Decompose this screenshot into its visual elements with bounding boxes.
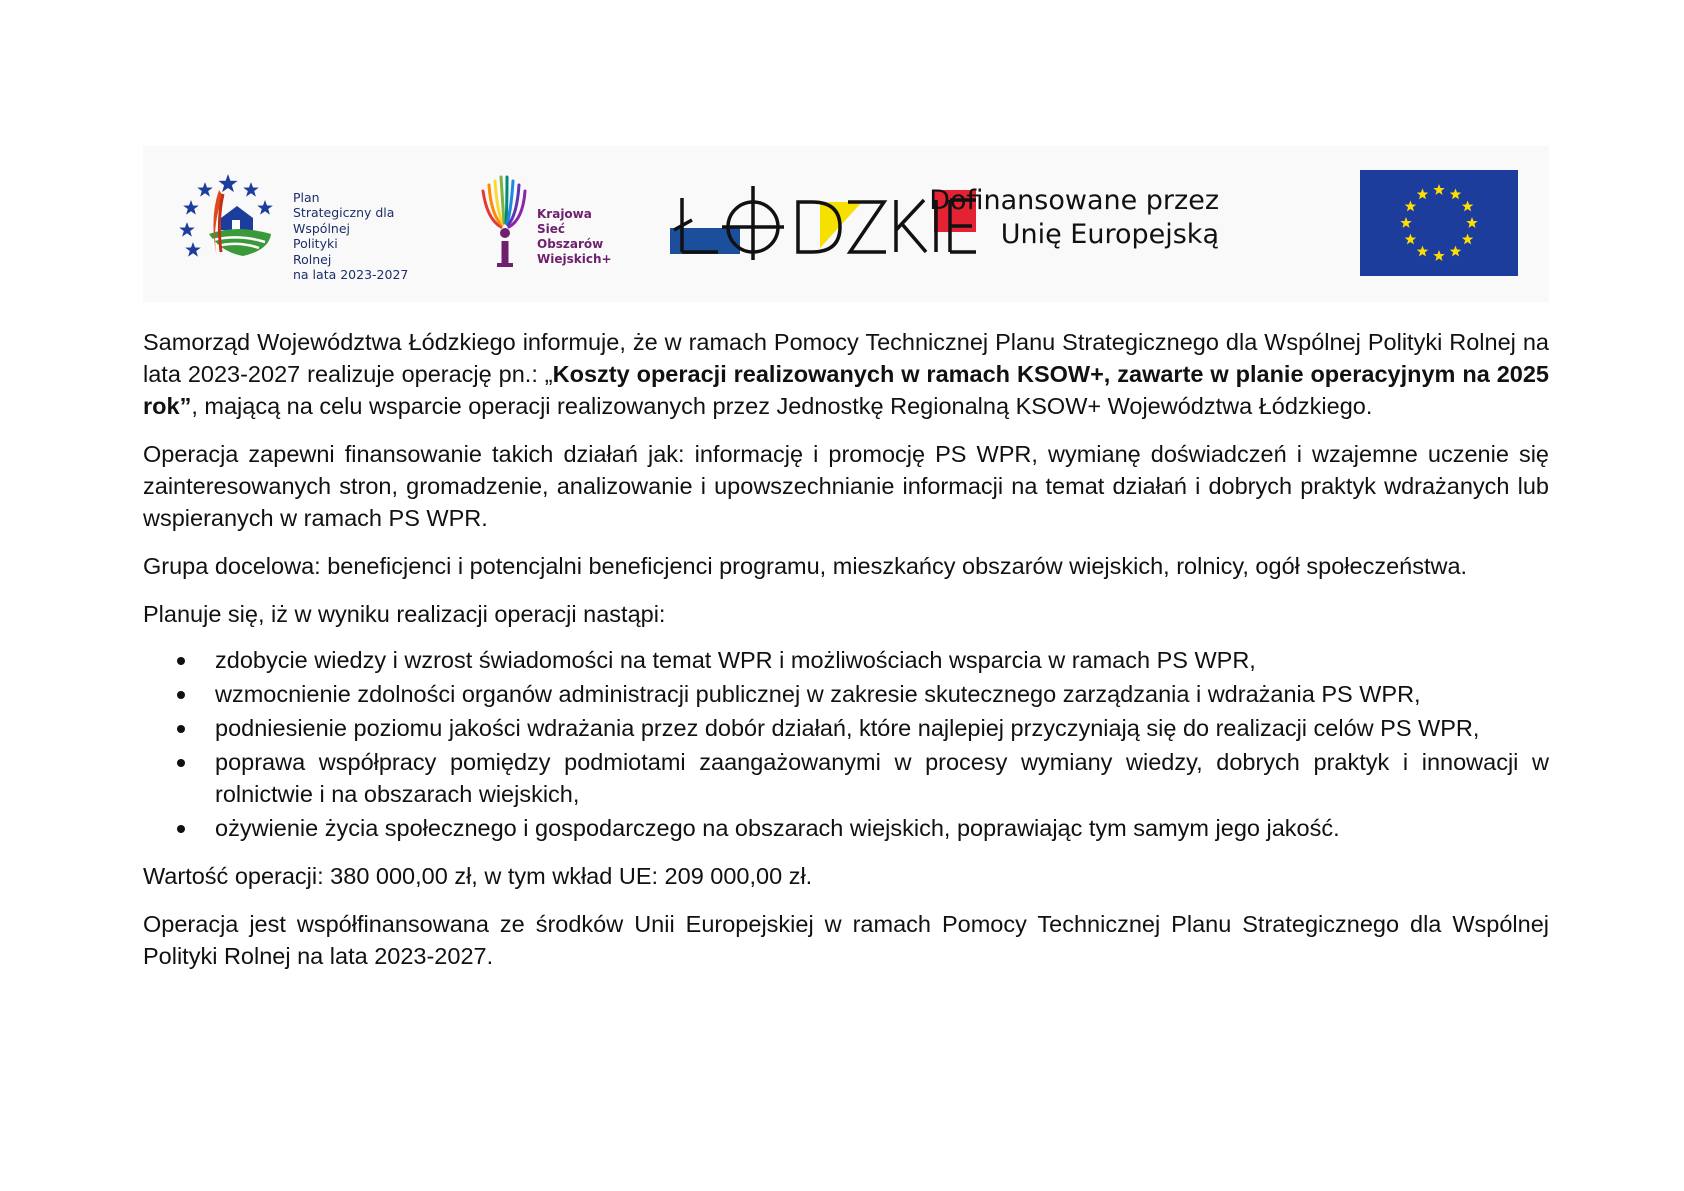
- list-item: [143, 746, 1549, 810]
- bullet-icon: [177, 759, 185, 767]
- list-item-text: wzmocnienie zdolności organów administracji publicznej w zakresie skutecznego zarządzania i wdrażania PS WPR,: [215, 681, 1421, 707]
- cofinancing-paragraph: Operacja jest współfinansowana ze środków Unii Europejskiej w ramach Pomocy Technicznej Planu Strategicznego dla Wspólnej Polityki Rolnej na lata 2023-2027.: [143, 911, 1549, 969]
- operation-paragraph: Operacja zapewni finansowanie takich działań jak: informację i promocję PS WPR, wymianę doświadczeń i wzajemne uczenie się zainteresowanych stron, gromadzenie, analizowanie i upowszechnianie informacji na temat działań i dobrych praktyk wdrażanych lub wspieranych w ramach PS WPR.: [143, 441, 1549, 531]
- list-item: [143, 644, 1549, 676]
- planned-results-intro: Planuje się, iż w wyniku realizacji operacji nastąpi:: [143, 601, 666, 627]
- list-item-text: poprawa współpracy pomiędzy podmiotami zaangażowanymi w procesy wymiany wiedzy, dobrych praktyk i innowacji w rolnictwie i na obszarach wiejskich,: [215, 749, 1549, 807]
- list-item-text: ożywienie życia społecznego i gospodarczego na obszarach wiejskich, poprawiając tym samym jego jakość.: [215, 815, 1340, 841]
- eu-cofinancing-text: Dofinansowane przez Unię Europejską: [929, 185, 1219, 250]
- psp-logo-text: Plan Strategiczny dla Wspólnej Polityki Rolnej na lata 2023-2027: [293, 190, 409, 283]
- bullet-icon: [177, 825, 185, 833]
- logo-bar: [143, 146, 1549, 302]
- list-item-text: podniesienie poziomu jakości wdrażania przez dobór działań, które najlepiej przyczyniają się do realizacji celów PS WPR,: [215, 715, 1480, 741]
- planned-results-list: [143, 644, 1549, 844]
- list-item: [143, 812, 1549, 844]
- announcement-content: [143, 326, 1549, 988]
- intro-paragraph: [143, 326, 1549, 422]
- bullet-icon: [177, 691, 185, 699]
- eu-cofinancing-logo: [143, 146, 1549, 302]
- ksow-logo-text: Krajowa Sieć Obszarów Wiejskich+: [537, 207, 612, 266]
- list-item: [143, 712, 1549, 744]
- target-group-paragraph: Grupa docelowa: beneficjenci i potencjalni beneficjenci programu, mieszkańcy obszarów wiejskich, rolnicy, ogół społeczeństwa.: [143, 553, 1468, 579]
- bullet-icon: [177, 725, 185, 733]
- eu-flag-icon: [1360, 170, 1518, 276]
- bullet-icon: [177, 657, 185, 665]
- list-item: [143, 678, 1549, 710]
- operation-name: Koszty operacji realizowanych w ramach KSOW+, zawarte w planie operacyjnym na 2025 rok”: [143, 361, 1549, 419]
- intro-text-start: Samorząd Województwa Łódzkiego informuje, że w ramach Pomocy Technicznej Planu Strategicznego dla Wspólnej Polityki Rolnej na lata 2023-2027 realizuje operację pn.: „: [143, 329, 1549, 387]
- intro-text-end: , mającą na celu wsparcie operacji realizowanych przez Jednostkę Regionalną KSOW+ Województwa Łódzkiego.: [191, 393, 1373, 419]
- operation-value-paragraph: Wartość operacji: 380 000,00 zł, w tym wkład UE: 209 000,00 zł.: [143, 863, 813, 889]
- list-item-text: zdobycie wiedzy i wzrost świadomości na temat WPR i możliwościach wsparcia w ramach PS WPR,: [215, 647, 1256, 673]
